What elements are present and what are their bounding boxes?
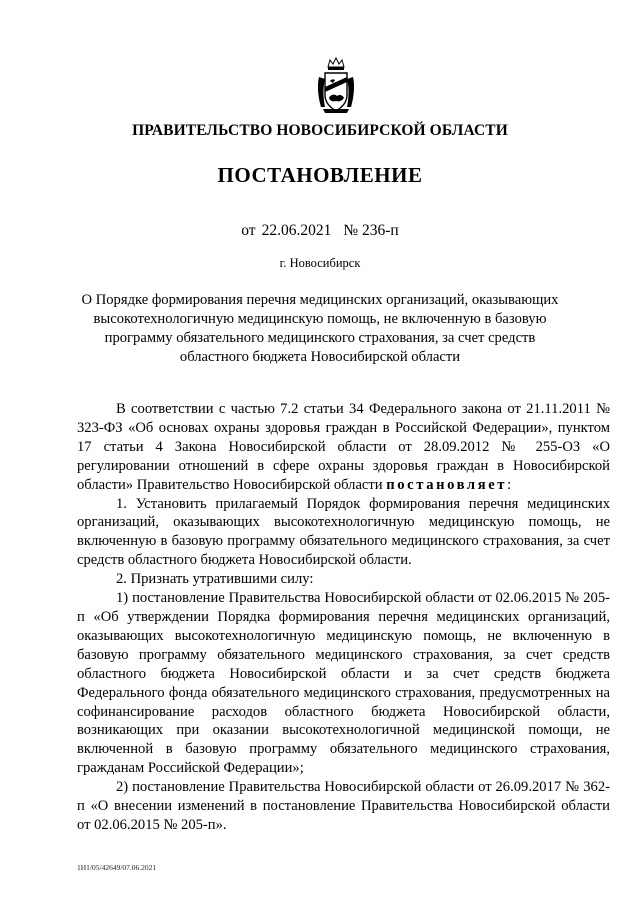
subject-line: областного бюджета Новосибирской области	[179, 349, 461, 365]
decree-word: постановляет	[386, 476, 508, 493]
preamble-paragraph	[77, 400, 610, 495]
item-2-2-paragraph: 2) постановление Правительства Новосибирской области от 26.09.2017 № 362-п «О внесении изменений в постановление Правительства Новосибирской области от 02.06.2015 № 205-п».	[77, 779, 610, 833]
subject-line: программу обязательного медицинского страхования, за счет средств	[104, 330, 536, 346]
footer-document-code: 1Н1/05/42649/07.06.2021	[77, 863, 157, 872]
government-title: ПРАВИТЕЛЬСТВО НОВОСИБИРСКОЙ ОБЛАСТИ	[132, 122, 508, 139]
document-city: г. Новосибирск	[279, 256, 361, 270]
document-body	[77, 400, 610, 835]
subject-line: высокотехнологичную медицинскую помощь, не включенную в базовую	[93, 311, 547, 327]
date-prefix: от	[241, 222, 256, 239]
decree-colon: :	[507, 476, 512, 493]
subject-line: О Порядке формирования перечня медицинских организаций, оказывающих	[81, 292, 559, 308]
item-2-paragraph: 2. Признать утратившими силу:	[116, 571, 314, 588]
document-number: № 236-п	[343, 222, 399, 239]
novosibirsk-coat-of-arms-icon	[317, 57, 355, 115]
document-date: 22.06.2021	[261, 222, 332, 239]
preamble-text: В соответствии с частью 7.2 статьи 34 Федерального закона от 21.11.2011 № 323-ФЗ «Об основах охраны здоровья граждан в Российской Федерации», пунктом 17 статьи 4 Закона Новосибирской области от 28.09.2012 № 255-ОЗ «О регулировании отношений в сфере охраны здоровья граждан в Новосибирской области» Правительство Новосибирской области	[77, 401, 610, 493]
item-2-1-paragraph: 1) постановление Правительства Новосибирской области от 02.06.2015 № 205-п «Об утверждении Порядка формирования перечня медицинских организаций, оказывающих высокотехнологичную медицинскую помощь, не включенную в базовую программу обязательного медицинского страхования, за счет средств областного бюджета Новосибирской области и за счет средств бюджета Федерального фонда обязательного медицинского страхования, предусмотренных на софинансирование расходов областного бюджета Новосибирской области, возникающих при оказании высокотехнологичной медицинской помощи, не включенной в базовую программу обязательного медицинского страхования, гражданам Российской Федерации»;	[77, 590, 610, 777]
document-subject	[80, 291, 560, 367]
document-date-number	[0, 222, 640, 240]
document-type-title: ПОСТАНОВЛЕНИЕ	[217, 163, 423, 187]
item-1-paragraph: 1. Установить прилагаемый Порядок формирования перечня медицинских организаций, оказывающих высокотехнологичную медицинскую помощь, не включенную в базовую программу обязательного медицинского страхования, за счет средств областного бюджета Новосибирской области.	[77, 495, 610, 569]
